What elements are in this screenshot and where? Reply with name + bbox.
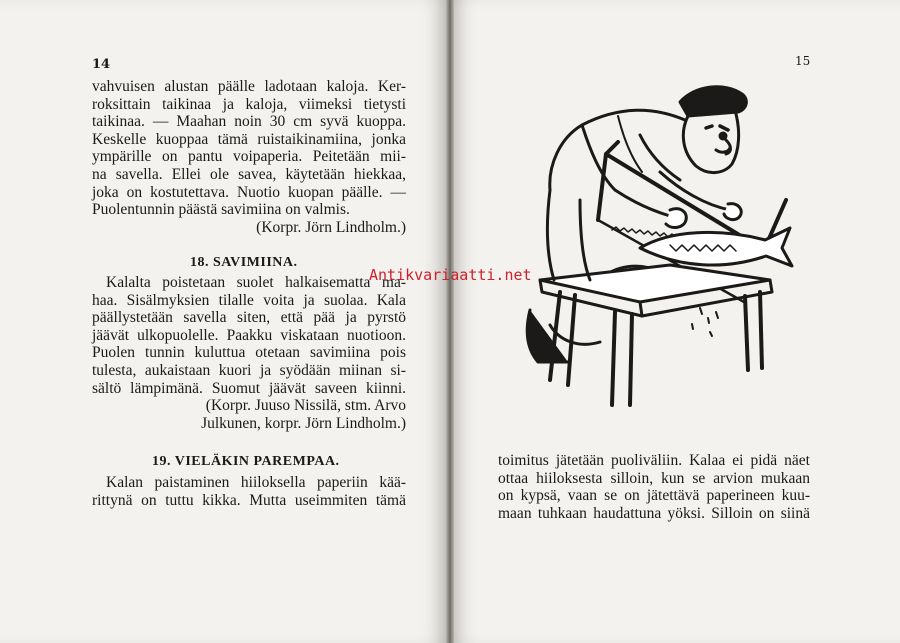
text-line: na savella. Ellei ole savea, käytetään hiekkaa, [92,165,406,183]
text-line: on kypsä, vaan se on jätettävä paperineen kuu- [498,487,810,505]
text-line: joka on kostutettava. Nuotio kuopan päälle. — [92,183,406,201]
paragraph-continued [92,78,406,236]
credit-line: (Korpr. Juuso Nissilä, stm. Arvo [205,397,406,415]
paragraph-savimiina [92,274,406,432]
text-line: Puolen tunnin kuluttua otetaan savimiina pois [92,344,406,362]
text-line: sältö lämpimänä. Suomut jäävät saveen kiinni. [92,379,406,397]
text-line: maan tuhkaan haudattuna yöksi. Silloin on siinä [498,504,810,522]
section-heading-19: 19. VIELÄKIN PAREMPAA. [152,454,340,469]
book-gutter [446,0,454,643]
text-line: Kalalta poistetaan suolet halkaisematta ma- [106,274,406,291]
section-heading-18: 18. SAVIMIINA. [190,255,298,270]
text-line: Puolentunnin päästä savimiina on valmis. [92,201,350,219]
text-line: ottaa hiiloksesta silloin, kun se arvion mukaan [498,469,810,487]
credit-line: (Korpr. Jörn Lindholm.) [256,218,406,236]
text-line: ympärille on pantu voipaperia. Peitetään mii- [92,148,406,166]
text-line: Keskelle kuoppaa tämä ruistaikinamiina, jonka [92,130,406,148]
text-line: haa. Sisälmyksien tilalle voita ja suolaa. Kala [92,291,406,309]
text-line: päällystetään savella siten, että pää ja pyrstö [92,309,406,327]
text-line: vahvuisen alustan päälle ladotaan kaloja. Ker- [92,78,406,95]
watermark: Antikvariaatti.net [369,266,532,284]
page-number-left: 14 [92,57,111,72]
text-line: taikinaa. — Maahan noin 30 cm syvä kuoppa. [92,113,406,131]
man-sawing-fish-drawing [520,80,805,410]
text-line: roksittain taikinaa ja kaloja, viimeksi tietysti [92,95,406,113]
credit-line: Julkunen, korpr. Jörn Lindholm.) [201,414,406,432]
paragraph-vielakin [92,474,406,509]
paragraph-right [498,452,810,522]
text-line: jäävät ulkopuolelle. Paakku viskataan nuotioon. [92,326,406,344]
text-line: tulesta, aukaistaan kuori ja syödään miinan si- [92,361,406,379]
text-line: Kalan paistaminen hiiloksella paperiin kää- [106,474,406,491]
text-line: toimitus jätetään puoliväliin. Kalaa ei pidä näet [498,452,810,469]
text-line: rittynä on tuttu kikka. Mutta useimmiten tämä [92,491,406,509]
page-number-right: 15 [795,54,811,68]
